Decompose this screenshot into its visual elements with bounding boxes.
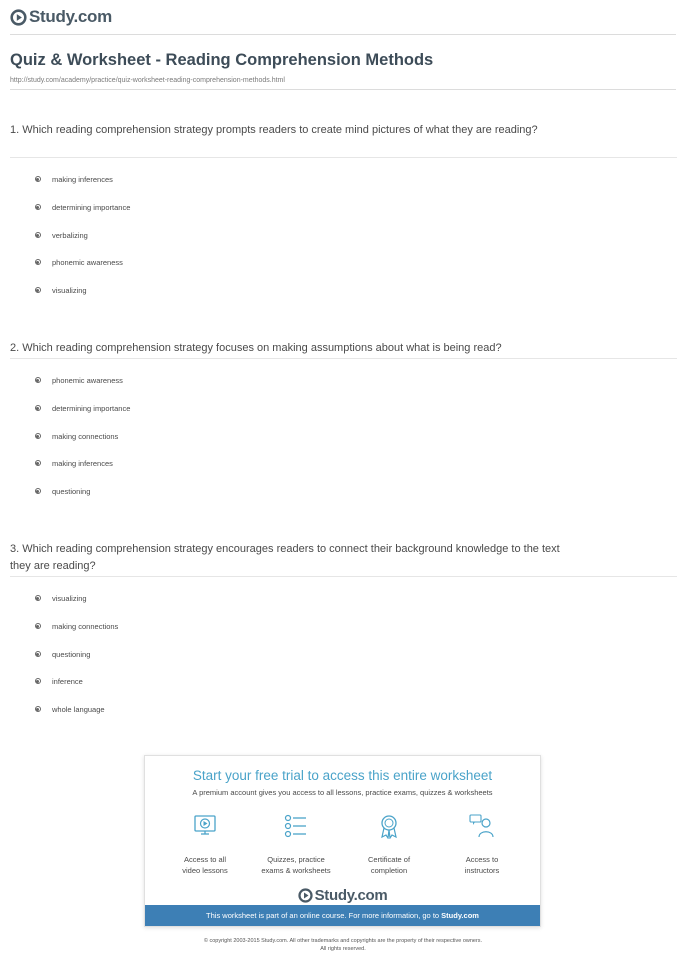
- radio-icon[interactable]: [35, 176, 41, 182]
- radio-icon[interactable]: [35, 651, 41, 657]
- radio-icon[interactable]: [35, 595, 41, 601]
- promo-logo-text: Study.com: [314, 887, 388, 904]
- radio-icon[interactable]: [35, 488, 41, 494]
- radio-icon[interactable]: [35, 232, 41, 238]
- answer-option[interactable]: questioning: [35, 485, 90, 497]
- question-divider: [10, 358, 677, 359]
- radio-icon[interactable]: [35, 706, 41, 712]
- certificate-icon: [376, 813, 402, 839]
- radio-icon[interactable]: [35, 405, 41, 411]
- study-logo[interactable]: [10, 7, 112, 27]
- logo-text: Study.com: [29, 7, 112, 26]
- question-3: 3. Which reading comprehension strategy encourages readers to connect their background knowledge to the text they are reading?: [10, 543, 560, 572]
- list-icon: [283, 813, 309, 839]
- question-1: 1. Which reading comprehension strategy prompts readers to create mind pictures of what they are reading?: [10, 124, 538, 136]
- radio-icon[interactable]: [35, 287, 41, 293]
- answer-option[interactable]: phonemic awareness: [35, 256, 123, 268]
- feature-certificate: Certificate of completion: [344, 813, 434, 876]
- answer-option[interactable]: verbalizing: [35, 229, 88, 241]
- feature-instructors: Access to instructors: [437, 813, 527, 876]
- question-divider: [10, 576, 677, 577]
- title-divider: [10, 89, 676, 90]
- answer-option[interactable]: visualizing: [35, 592, 87, 604]
- promo-info-bar: This worksheet is part of an online course. For more information, go to Study.com: [145, 905, 540, 926]
- answer-option[interactable]: making connections: [35, 620, 118, 632]
- promo-title: Start your free trial to access this entire worksheet: [192, 768, 493, 783]
- question-2: 2. Which reading comprehension strategy focuses on making assumptions about what is being read?: [10, 342, 502, 354]
- answer-option[interactable]: phonemic awareness: [35, 374, 123, 386]
- free-trial-promo[interactable]: [144, 755, 541, 927]
- radio-icon[interactable]: [35, 377, 41, 383]
- answer-option[interactable]: inference: [35, 675, 83, 687]
- answer-option[interactable]: determining importance: [35, 201, 130, 213]
- answer-option[interactable]: making connections: [35, 430, 118, 442]
- promo-subtitle: A premium account gives you access to all lessons, practice exams, quizzes & worksheets: [192, 788, 493, 797]
- radio-icon[interactable]: [35, 678, 41, 684]
- page-url[interactable]: http://study.com/academy/practice/quiz-worksheet-reading-comprehension-methods.html: [10, 77, 285, 84]
- answer-option[interactable]: making inferences: [35, 173, 113, 185]
- video-lesson-icon: [192, 813, 218, 839]
- feature-video-lessons: Access to all video lessons: [160, 813, 250, 876]
- answer-option[interactable]: visualizing: [35, 284, 87, 296]
- radio-icon[interactable]: [35, 433, 41, 439]
- play-logo-icon: [298, 888, 313, 903]
- study-link[interactable]: Study.com: [441, 911, 479, 920]
- copyright-footer: © copyright 2003-2015 Study.com. All other trademarks and copyrights are the property of their respective owners. All rights reserved.: [203, 938, 483, 952]
- answer-option[interactable]: determining importance: [35, 402, 130, 414]
- radio-icon[interactable]: [35, 259, 41, 265]
- radio-icon[interactable]: [35, 204, 41, 210]
- promo-logo[interactable]: [145, 887, 540, 904]
- question-divider: [10, 157, 677, 158]
- radio-icon[interactable]: [35, 460, 41, 466]
- answer-option[interactable]: making inferences: [35, 457, 113, 469]
- answer-option[interactable]: whole language: [35, 703, 105, 715]
- page-title: Quiz & Worksheet - Reading Comprehension Methods: [10, 51, 434, 69]
- answer-option[interactable]: questioning: [35, 648, 90, 660]
- feature-quizzes: Quizzes, practice exams & worksheets: [251, 813, 341, 876]
- radio-icon[interactable]: [35, 623, 41, 629]
- instructor-icon: [469, 813, 495, 839]
- play-logo-icon: [10, 9, 27, 26]
- header-divider: [10, 34, 676, 35]
